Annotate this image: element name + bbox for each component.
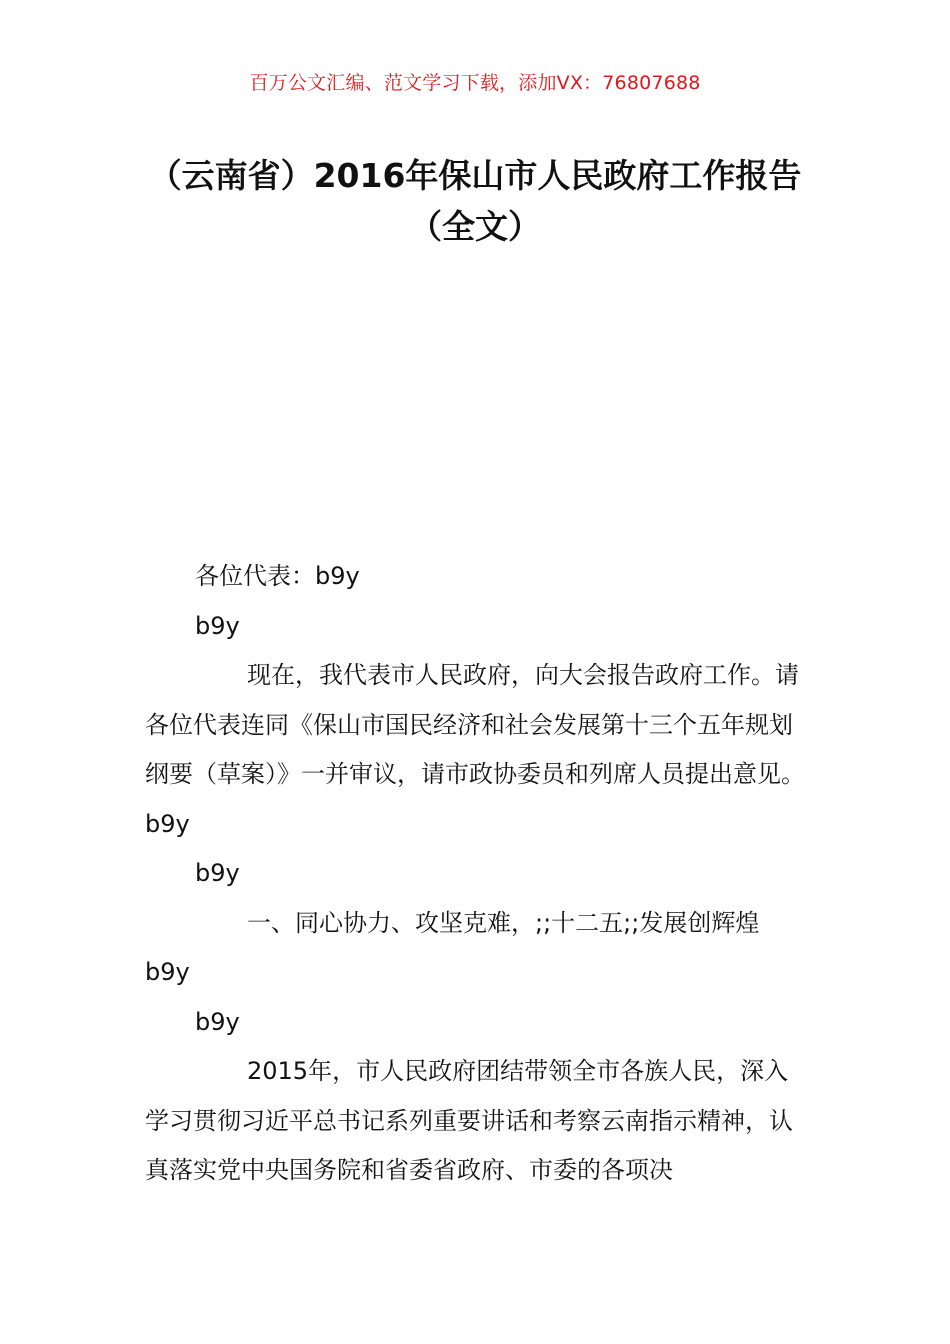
- paragraph-report-intro: 现在，我代表市人民政府，向大会报告政府工作。请各位代表连同《保山市国民经济和社会发展第十三个五年规划纲要（草案）》一并审议，请市政协委员和列席人员提出意见。b9y: [145, 661, 805, 838]
- document-title: （云南省）2016年保山市人民政府工作报告（全文）: [148, 156, 802, 246]
- paragraph-marker: b9y: [195, 859, 240, 887]
- header-watermark-note: 百万公文汇编、范文学习下载，添加VX：76807688: [249, 72, 701, 94]
- salutation: 各位代表：b9y: [195, 562, 360, 590]
- paragraph-marker: b9y: [195, 1007, 240, 1036]
- paragraph-2015-review: 2015年，市人民政府团结带领全市各族人民，深入学习贯彻习近平总书记系列重要讲话和考察云南指示精神，认真落实党中央国务院和省委省政府、市委的各项决: [145, 1057, 793, 1184]
- paragraph-marker: b9y: [195, 611, 240, 640]
- section-heading: 一、同心协力、攻坚克难，;;十二五;;发展创辉煌 b9y: [145, 908, 760, 986]
- document-body: [145, 552, 810, 1196]
